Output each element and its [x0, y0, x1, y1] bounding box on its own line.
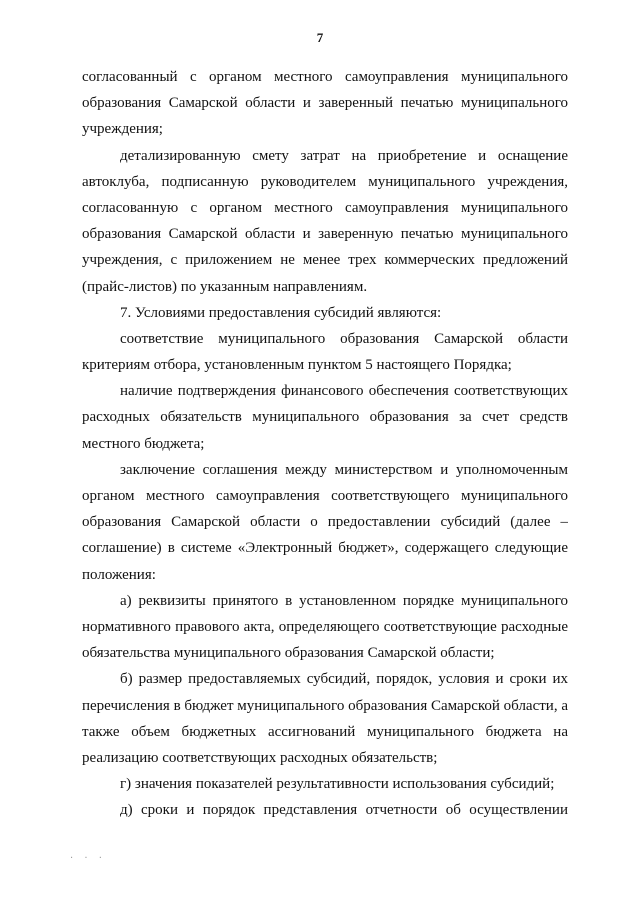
document-body [82, 64, 568, 823]
text-line: образования Самарской области и заверенную печатью муниципального [82, 226, 568, 243]
text-line: заключение соглашения между министерством и уполномоченным [120, 461, 568, 478]
text-line: д) сроки и порядок представления отчетности об осуществлении [120, 802, 568, 819]
text-line: соглашение) в системе «Электронный бюджет», содержащего следующие [82, 540, 568, 557]
scan-artifact: · · · [70, 853, 106, 864]
text-line: а) реквизиты принятого в установленном порядке муниципального [120, 592, 568, 609]
text-line: перечисления в бюджет муниципального образования Самарской области, а [82, 697, 568, 714]
text-line: обязательства муниципального образования Самарской области; [82, 645, 495, 662]
text-line: согласованный с органом местного самоуправления муниципального [82, 69, 568, 85]
text-line: также объем бюджетных ассигнований муниципального бюджета на [82, 723, 568, 740]
text-line: реализацию соответствующих расходных обязательств; [82, 749, 438, 766]
text-line: автоклуба, подписанную руководителем муниципального учреждения, [82, 173, 568, 190]
text-line: образования Самарской области и заверенный печатью муниципального [82, 95, 568, 112]
text-line: учреждения, с приложением не менее трех коммерческих предложений [82, 252, 568, 269]
text-line: 7. Условиями предоставления субсидий являются: [120, 304, 442, 321]
text-line: детализированную смету затрат на приобретение и оснащение [120, 147, 568, 164]
text-line: положения: [82, 566, 156, 583]
text-line: образования Самарской области о предоставлении субсидий (далее – [82, 514, 568, 531]
text-line: г) значения показателей результативности использования субсидий; [120, 776, 555, 793]
text-line: наличие подтверждения финансового обеспечения соответствующих [120, 383, 568, 400]
text-line: местного бюджета; [82, 435, 205, 452]
text-line: (прайс-листов) по указанным направлениям. [82, 278, 368, 295]
text-line: учреждения; [82, 121, 163, 138]
text-line: критериям отбора, установленным пунктом 5 настоящего Порядка; [82, 357, 512, 374]
text-line: нормативного правового акта, определяющего соответствующие расходные [82, 618, 568, 635]
page-number: 7 [316, 30, 324, 45]
text-line: расходных обязательств муниципального образования за счет средств [82, 409, 568, 426]
text-line: согласованную с органом местного самоуправления муниципального [82, 199, 568, 216]
text-line: соответствие муниципального образования Самарской области [120, 330, 568, 347]
text-line: б) размер предоставляемых субсидий, порядок, условия и сроки их [120, 671, 568, 688]
text-line: органом местного самоуправления соответствующего муниципального [82, 488, 568, 504]
